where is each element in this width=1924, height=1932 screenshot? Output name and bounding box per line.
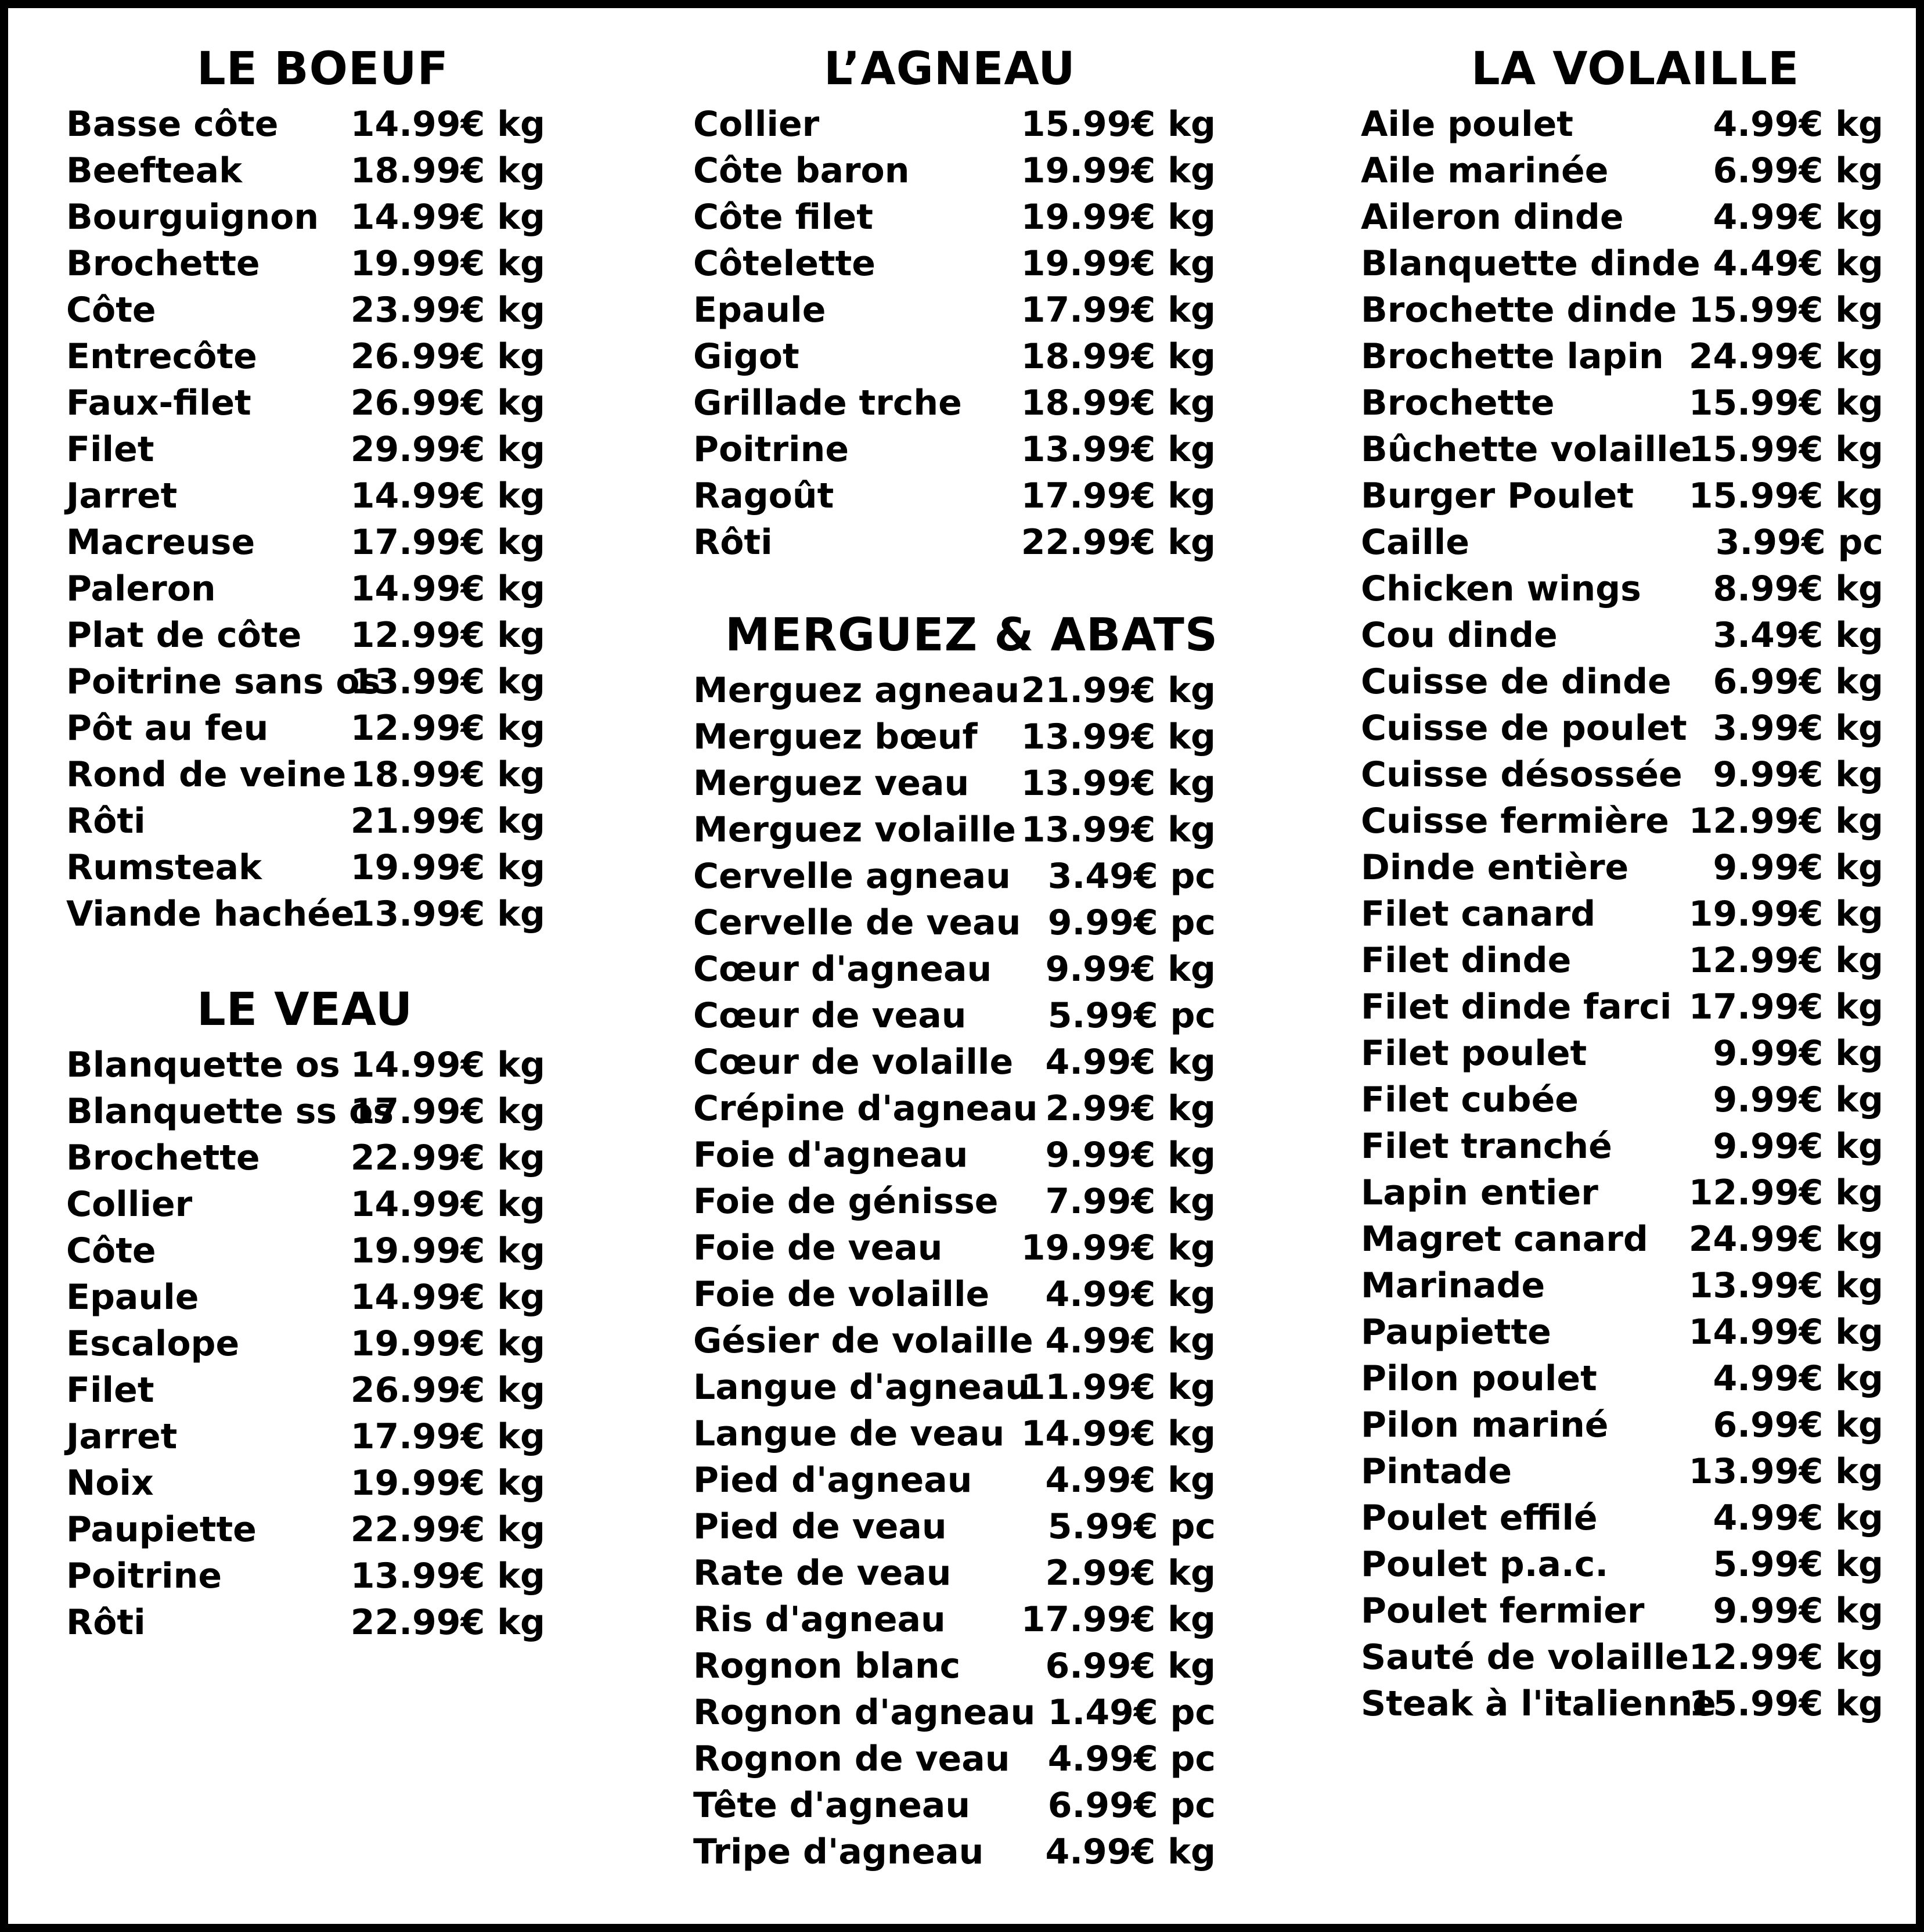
item-name: Entrecôte [66, 336, 257, 377]
item-name: Pilon mariné [1361, 1405, 1609, 1445]
item-price: 22.99€ kg [350, 1602, 545, 1643]
item-price: 8.99€ kg [1713, 569, 1883, 609]
item-name: Plat de côte [66, 615, 302, 656]
item-name: Langue d'agneau [693, 1367, 1031, 1408]
item-price: 19.99€ kg [1021, 150, 1216, 191]
item-name: Escalope [66, 1323, 240, 1364]
item-price: 13.99€ kg [350, 894, 545, 934]
item-name: Ris d'agneau [693, 1599, 946, 1640]
item-price: 7.99€ kg [1045, 1181, 1216, 1222]
item-name: Pôt au feu [66, 708, 269, 749]
item-name: Merguez bœuf [693, 717, 978, 757]
item-name: Rôti [693, 522, 773, 563]
item-name: Filet [66, 1370, 154, 1411]
item-name: Beefteak [66, 150, 242, 191]
item-price: 13.99€ kg [1688, 1265, 1883, 1306]
item-name: Cervelle de veau [693, 902, 1021, 943]
item-name: Pilon poulet [1361, 1358, 1597, 1399]
item-price: 23.99€ kg [350, 290, 545, 330]
item-name: Magret canard [1361, 1219, 1648, 1260]
item-name: Noix [66, 1463, 154, 1503]
item-price: 12.99€ kg [1688, 801, 1883, 841]
item-price: 9.99€ kg [1045, 1135, 1216, 1175]
item-name: Gigot [693, 336, 799, 377]
item-name: Rôti [66, 801, 146, 841]
item-price: 19.99€ kg [350, 1323, 545, 1364]
item-price: 3.99€ kg [1713, 708, 1883, 749]
item-price: 4.99€ kg [1713, 1358, 1883, 1399]
item-price: 14.99€ kg [350, 104, 545, 145]
item-name: Cœur de veau [693, 995, 967, 1036]
item-name: Pied d'agneau [693, 1460, 972, 1501]
item-name: Burger Poulet [1361, 476, 1634, 516]
item-price: 13.99€ kg [1021, 429, 1216, 470]
item-name: Chicken wings [1361, 569, 1641, 609]
item-price: 17.99€ kg [1688, 987, 1883, 1027]
item-price: 24.99€ kg [1688, 336, 1883, 377]
item-name: Côte baron [693, 150, 910, 191]
item-price: 19.99€ kg [350, 1463, 545, 1503]
item-price: 12.99€ kg [1688, 1637, 1883, 1678]
item-price: 12.99€ kg [1688, 940, 1883, 981]
item-price: 12.99€ kg [1688, 1172, 1883, 1213]
item-name: Filet [66, 429, 154, 470]
item-price: 24.99€ kg [1688, 1219, 1883, 1260]
item-price: 17.99€ kg [350, 1091, 545, 1132]
item-price: 9.99€ pc [1047, 902, 1216, 943]
item-price: 22.99€ kg [350, 1138, 545, 1178]
item-price: 22.99€ kg [350, 1509, 545, 1550]
item-price: 14.99€ kg [350, 1277, 545, 1318]
item-name: Collier [693, 104, 820, 145]
item-price: 9.99€ kg [1713, 1033, 1883, 1074]
item-name: Tête d'agneau [693, 1785, 971, 1826]
item-name: Foie d'agneau [693, 1135, 968, 1175]
item-price: 5.99€ kg [1713, 1544, 1883, 1585]
item-name: Merguez veau [693, 763, 970, 804]
item-name: Steak à l'italienne [1361, 1683, 1716, 1724]
item-name: Brochette [1361, 383, 1555, 423]
item-price: 2.99€ kg [1045, 1088, 1216, 1129]
item-name: Aileron dinde [1361, 197, 1624, 238]
item-price: 14.99€ kg [350, 1045, 545, 1085]
item-price: 9.99€ kg [1045, 949, 1216, 990]
item-name: Blanquette os [66, 1045, 340, 1085]
item-price: 17.99€ kg [1021, 290, 1216, 330]
item-name: Viande hachée [66, 894, 355, 934]
item-price: 9.99€ kg [1713, 1080, 1883, 1120]
item-price: 4.49€ kg [1713, 243, 1883, 284]
item-name: Blanquette ss os [66, 1091, 394, 1132]
item-name: Filet tranché [1361, 1126, 1612, 1167]
item-price: 6.99€ kg [1713, 1405, 1883, 1445]
item-name: Cuisse fermière [1361, 801, 1669, 841]
section-title-boeuf: LE BOEUF [197, 43, 449, 95]
item-name: Filet dinde [1361, 940, 1572, 981]
item-name: Rôti [66, 1602, 146, 1643]
item-price: 9.99€ kg [1713, 1591, 1883, 1631]
item-price: 6.99€ kg [1713, 661, 1883, 702]
item-name: Brochette [66, 243, 260, 284]
item-name: Epaule [66, 1277, 199, 1318]
item-name: Côte filet [693, 197, 873, 238]
item-name: Paupiette [66, 1509, 257, 1550]
item-price: 26.99€ kg [350, 383, 545, 423]
item-name: Rognon blanc [693, 1646, 961, 1686]
item-price: 19.99€ kg [350, 243, 545, 284]
item-price: 14.99€ kg [350, 569, 545, 609]
item-price: 12.99€ kg [350, 708, 545, 749]
section-title-merguez: MERGUEZ & ABATS [725, 609, 1219, 661]
item-price: 4.99€ kg [1045, 1274, 1216, 1315]
item-price: 19.99€ kg [1688, 894, 1883, 934]
item-price: 17.99€ kg [350, 522, 545, 563]
item-name: Collier [66, 1184, 193, 1225]
item-name: Filet canard [1361, 894, 1596, 934]
item-name: Caille [1361, 522, 1469, 563]
item-price: 26.99€ kg [350, 1370, 545, 1411]
item-price: 21.99€ kg [350, 801, 545, 841]
item-name: Bourguignon [66, 197, 319, 238]
item-price: 17.99€ kg [1021, 1599, 1216, 1640]
item-price: 13.99€ kg [1021, 717, 1216, 757]
item-price: 5.99€ pc [1047, 1506, 1216, 1547]
item-name: Basse côte [66, 104, 279, 145]
item-name: Poulet effilé [1361, 1498, 1598, 1538]
item-price: 4.99€ kg [1045, 1321, 1216, 1361]
item-price: 17.99€ kg [350, 1416, 545, 1457]
item-name: Paleron [66, 569, 216, 609]
item-name: Jarret [66, 1416, 178, 1457]
item-name: Langue de veau [693, 1413, 1005, 1454]
item-name: Gésier de volaille [693, 1321, 1033, 1361]
item-name: Cuisse désossée [1361, 754, 1682, 795]
item-name: Brochette [66, 1138, 260, 1178]
item-price: 4.99€ kg [1713, 1498, 1883, 1538]
item-price: 6.99€ pc [1047, 1785, 1216, 1826]
item-price: 18.99€ kg [350, 754, 545, 795]
item-price: 6.99€ kg [1713, 150, 1883, 191]
item-price: 14.99€ kg [1021, 1413, 1216, 1454]
item-name: Rognon d'agneau [693, 1692, 1036, 1733]
item-name: Filet cubée [1361, 1080, 1579, 1120]
item-price: 9.99€ kg [1713, 847, 1883, 888]
item-name: Cuisse de dinde [1361, 661, 1671, 702]
item-name: Faux-filet [66, 383, 251, 423]
item-price: 19.99€ kg [350, 1231, 545, 1271]
item-price: 4.99€ kg [1713, 197, 1883, 238]
item-price: 12.99€ kg [350, 615, 545, 656]
item-name: Merguez agneau [693, 670, 1020, 711]
item-price: 15.99€ kg [1688, 1683, 1883, 1724]
item-price: 19.99€ kg [1021, 1228, 1216, 1268]
item-price: 14.99€ kg [350, 197, 545, 238]
item-name: Brochette lapin [1361, 336, 1664, 377]
item-name: Poitrine [66, 1556, 222, 1596]
item-price: 18.99€ kg [1021, 383, 1216, 423]
item-name: Foie de volaille [693, 1274, 990, 1315]
item-price: 14.99€ kg [1688, 1312, 1883, 1352]
section-title-volaille: LA VOLAILLE [1471, 43, 1800, 95]
item-price: 15.99€ kg [1021, 104, 1216, 145]
item-price: 11.99€ kg [1021, 1367, 1216, 1408]
item-name: Brochette dinde [1361, 290, 1677, 330]
item-name: Filet dinde farci [1361, 987, 1672, 1027]
item-name: Ragoût [693, 476, 834, 516]
item-price: 9.99€ kg [1713, 1126, 1883, 1167]
item-price: 4.99€ pc [1047, 1739, 1216, 1779]
item-price: 13.99€ kg [350, 1556, 545, 1596]
item-name: Pied de veau [693, 1506, 947, 1547]
item-price: 13.99€ kg [1688, 1451, 1883, 1492]
item-price: 4.99€ kg [1045, 1832, 1216, 1872]
item-price: 29.99€ kg [350, 429, 545, 470]
item-name: Poulet fermier [1361, 1591, 1645, 1631]
item-price: 3.49€ kg [1713, 615, 1883, 656]
item-name: Poitrine sans os [66, 661, 381, 702]
item-price: 14.99€ kg [350, 1184, 545, 1225]
item-name: Pintade [1361, 1451, 1512, 1492]
item-name: Cuisse de poulet [1361, 708, 1687, 749]
item-name: Tripe d'agneau [693, 1832, 984, 1872]
item-price: 15.99€ kg [1688, 290, 1883, 330]
item-name: Cou dinde [1361, 615, 1558, 656]
item-name: Blanquette dinde [1361, 243, 1700, 284]
item-price: 5.99€ pc [1047, 995, 1216, 1036]
item-price: 18.99€ kg [1021, 336, 1216, 377]
item-price: 1.49€ pc [1047, 1692, 1216, 1733]
item-price: 4.99€ kg [1045, 1042, 1216, 1082]
item-name: Macreuse [66, 522, 255, 563]
item-name: Cœur d'agneau [693, 949, 992, 990]
item-price: 19.99€ kg [350, 847, 545, 888]
item-name: Marinade [1361, 1265, 1545, 1306]
item-price: 2.99€ kg [1045, 1553, 1216, 1593]
item-price: 15.99€ kg [1688, 383, 1883, 423]
item-name: Merguez volaille [693, 810, 1016, 850]
item-name: Aile poulet [1361, 104, 1573, 145]
item-price: 19.99€ kg [1021, 243, 1216, 284]
item-price: 4.99€ kg [1045, 1460, 1216, 1501]
item-name: Paupiette [1361, 1312, 1551, 1352]
item-price: 13.99€ kg [1021, 763, 1216, 804]
item-price: 6.99€ kg [1045, 1646, 1216, 1686]
section-title-veau: LE VEAU [197, 984, 413, 1036]
item-name: Lapin entier [1361, 1172, 1598, 1213]
item-name: Rate de veau [693, 1553, 952, 1593]
item-name: Sauté de volaille [1361, 1637, 1689, 1678]
item-name: Epaule [693, 290, 826, 330]
item-name: Rumsteak [66, 847, 262, 888]
item-price: 13.99€ kg [1021, 810, 1216, 850]
item-name: Cervelle agneau [693, 856, 1011, 897]
item-name: Filet poulet [1361, 1033, 1587, 1074]
item-price: 3.99€ pc [1715, 522, 1883, 563]
item-price: 3.49€ pc [1047, 856, 1216, 897]
item-price: 15.99€ kg [1688, 429, 1883, 470]
item-price: 9.99€ kg [1713, 754, 1883, 795]
item-name: Foie de veau [693, 1228, 943, 1268]
item-price: 4.99€ kg [1713, 104, 1883, 145]
item-price: 22.99€ kg [1021, 522, 1216, 563]
item-price: 15.99€ kg [1688, 476, 1883, 516]
item-name: Rond de veine [66, 754, 347, 795]
item-name: Poitrine [693, 429, 849, 470]
item-name: Côtelette [693, 243, 875, 284]
item-price: 17.99€ kg [1021, 476, 1216, 516]
item-name: Cœur de volaille [693, 1042, 1014, 1082]
item-price: 13.99€ kg [350, 661, 545, 702]
item-name: Bûchette volaille [1361, 429, 1692, 470]
item-price: 14.99€ kg [350, 476, 545, 516]
item-name: Foie de génisse [693, 1181, 999, 1222]
item-name: Poulet p.a.c. [1361, 1544, 1609, 1585]
item-price: 18.99€ kg [350, 150, 545, 191]
item-name: Rognon de veau [693, 1739, 1010, 1779]
item-name: Aile marinée [1361, 150, 1609, 191]
item-name: Dinde entière [1361, 847, 1629, 888]
item-price: 21.99€ kg [1021, 670, 1216, 711]
item-name: Grillade trche [693, 383, 962, 423]
item-name: Jarret [66, 476, 178, 516]
section-title-agneau: L’AGNEAU [824, 43, 1076, 95]
item-name: Côte [66, 290, 156, 330]
item-price: 26.99€ kg [350, 336, 545, 377]
item-price: 19.99€ kg [1021, 197, 1216, 238]
item-name: Crépine d'agneau [693, 1088, 1038, 1129]
item-name: Côte [66, 1231, 156, 1271]
